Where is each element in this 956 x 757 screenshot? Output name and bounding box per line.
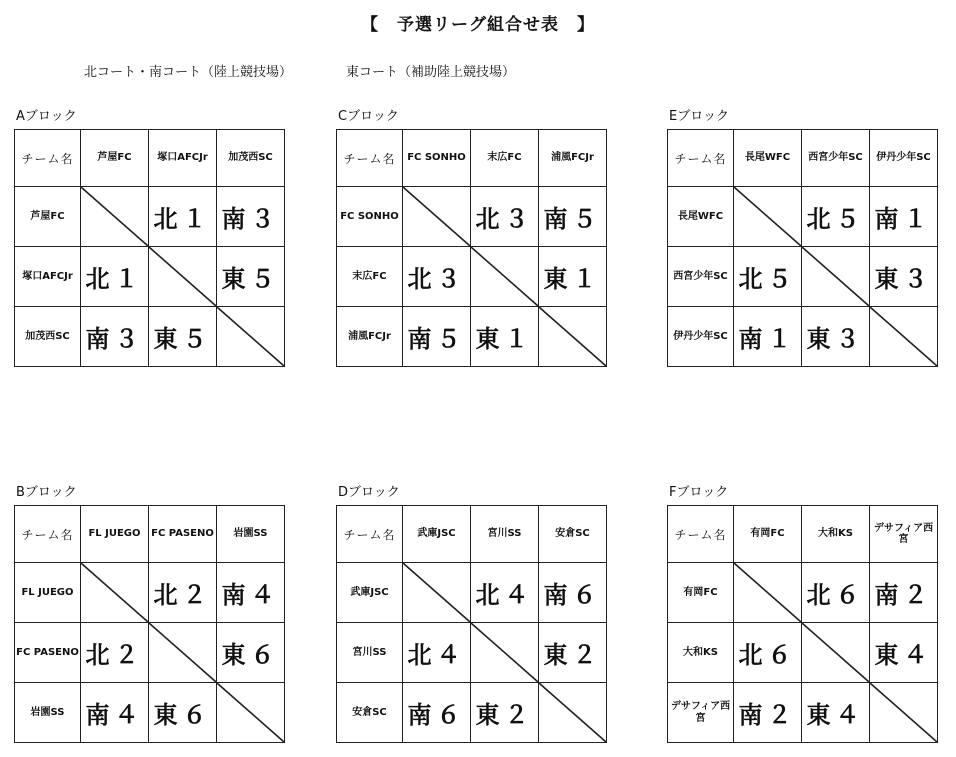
row-team-name: [15, 307, 81, 367]
block-label: Eブロック: [669, 109, 729, 124]
match-cell: 北４: [471, 563, 539, 623]
column-team-name: [403, 506, 471, 563]
row-team-label: 塚口AFCJr: [22, 270, 73, 282]
match-cell: 南４: [217, 563, 285, 623]
match-cell: 東３: [802, 307, 870, 367]
match-cell: 北２: [81, 623, 149, 683]
column-team-name: [149, 506, 217, 563]
diagonal-line: [870, 307, 937, 366]
column-team-label: 浦風FCJr: [551, 152, 594, 164]
match-cell: 東５: [217, 247, 285, 307]
diagonal-cell: [149, 247, 217, 307]
diagonal-line: [802, 623, 869, 682]
match-cell: 南５: [403, 307, 471, 367]
diagonal-line: [802, 247, 869, 306]
block-label: Fブロック: [669, 485, 729, 500]
diagonal-line: [539, 683, 606, 742]
diagonal-line: [217, 307, 284, 366]
table-row: [668, 683, 938, 743]
match-cell: 北２: [149, 563, 217, 623]
diagonal-cell: [802, 623, 870, 683]
diagonal-cell: [81, 563, 149, 623]
column-team-name: [217, 506, 285, 563]
column-team-name: [734, 506, 802, 563]
header-row: [15, 506, 285, 563]
diagonal-line: [149, 623, 216, 682]
match-cell: 北３: [403, 247, 471, 307]
venue-north-south: 北コート・南コート（陸上競技場）: [84, 65, 293, 80]
diagonal-line: [403, 563, 470, 622]
column-team-label: 岩園SS: [233, 528, 268, 540]
match-cell: 北６: [734, 623, 802, 683]
diagonal-line: [81, 563, 148, 622]
match-cell: 南２: [734, 683, 802, 743]
column-team-label: 末広FC: [487, 152, 522, 164]
venue-east: 東コート（補助陸上競技場）: [346, 65, 516, 80]
table-row: [668, 187, 938, 247]
row-team-label: 武庫JSC: [350, 586, 389, 598]
column-team-name: [471, 506, 539, 563]
diagonal-line: [539, 307, 606, 366]
diagonal-line: [149, 247, 216, 306]
league-table: [336, 129, 607, 367]
table-row: [668, 307, 938, 367]
match-cell: 北５: [802, 187, 870, 247]
column-team-name: [149, 130, 217, 187]
row-team-name: [15, 563, 81, 623]
diagonal-cell: [870, 307, 938, 367]
block-5: [667, 485, 938, 743]
column-team-label: 宮川SS: [487, 528, 522, 540]
diagonal-cell: [403, 563, 471, 623]
column-team-label: FL JUEGO: [88, 528, 141, 540]
table-row: [337, 307, 607, 367]
row-team-label: 伊丹少年SC: [673, 330, 728, 342]
match-cell: 北３: [471, 187, 539, 247]
column-team-label: 加茂西SC: [228, 152, 273, 164]
block-1: [336, 109, 607, 367]
block-3: [14, 485, 285, 743]
diagonal-cell: [471, 623, 539, 683]
header-row: [15, 130, 285, 187]
row-team-name: [668, 307, 734, 367]
block-label: Cブロック: [338, 109, 399, 124]
row-team-label: FC SONHO: [340, 210, 399, 222]
team-name-header: チーム名: [15, 130, 81, 187]
column-team-name: [471, 130, 539, 187]
match-cell: 北４: [403, 623, 471, 683]
header-row: [337, 130, 607, 187]
match-cell: 東６: [149, 683, 217, 743]
table-row: [668, 247, 938, 307]
block-4: [336, 485, 607, 743]
column-team-label: FC SONHO: [407, 152, 466, 164]
match-cell: 南５: [539, 187, 607, 247]
match-cell: 北１: [81, 247, 149, 307]
match-cell: 東１: [471, 307, 539, 367]
column-team-name: [217, 130, 285, 187]
diagonal-line: [734, 187, 801, 246]
row-team-name: [668, 683, 734, 743]
match-cell: 東５: [149, 307, 217, 367]
block-2: [667, 109, 938, 367]
row-team-label: 浦風FCJr: [348, 330, 391, 342]
diagonal-cell: [149, 623, 217, 683]
diagonal-line: [471, 247, 538, 306]
row-team-label: 芦屋FC: [30, 210, 65, 222]
page-title: 【 予選リーグ組合せ表 】: [361, 15, 595, 35]
diagonal-cell: [734, 187, 802, 247]
row-team-label: 末広FC: [352, 270, 387, 282]
diagonal-cell: [734, 563, 802, 623]
row-team-name: [668, 247, 734, 307]
row-team-label: FL JUEGO: [21, 586, 74, 598]
row-team-name: [337, 563, 403, 623]
table-row: [668, 563, 938, 623]
row-team-label: 大和KS: [683, 646, 718, 658]
table-row: [15, 247, 285, 307]
row-team-name: [337, 307, 403, 367]
team-name-header: チーム名: [337, 130, 403, 187]
column-team-name: [870, 130, 938, 187]
diagonal-cell: [403, 187, 471, 247]
table-row: [668, 623, 938, 683]
team-name-header: チーム名: [668, 506, 734, 563]
block-label: Bブロック: [16, 485, 77, 500]
diagonal-line: [870, 683, 937, 742]
table-row: [15, 623, 285, 683]
row-team-name: [668, 563, 734, 623]
column-team-label: デサフィア西宮: [873, 522, 934, 545]
column-team-label: 塚口AFCJr: [157, 152, 208, 164]
diagonal-cell: [217, 307, 285, 367]
column-team-name: [539, 506, 607, 563]
column-team-name: [802, 506, 870, 563]
column-team-label: 西宮少年SC: [808, 152, 863, 164]
row-team-name: [15, 187, 81, 247]
column-team-label: FC PASENO: [151, 528, 214, 540]
table-row: [15, 187, 285, 247]
row-team-label: 岩園SS: [30, 706, 65, 718]
column-team-name: [403, 130, 471, 187]
row-team-label: 加茂西SC: [25, 330, 70, 342]
row-team-name: [668, 623, 734, 683]
match-cell: 南３: [217, 187, 285, 247]
block-label: Dブロック: [338, 485, 400, 500]
diagonal-cell: [217, 683, 285, 743]
column-team-name: [81, 506, 149, 563]
match-cell: 東４: [802, 683, 870, 743]
table-row: [337, 683, 607, 743]
header-row: [337, 506, 607, 563]
diagonal-cell: [81, 187, 149, 247]
row-team-name: [337, 683, 403, 743]
row-team-label: 長尾WFC: [677, 210, 724, 222]
column-team-label: 芦屋FC: [97, 152, 132, 164]
match-cell: 北５: [734, 247, 802, 307]
row-team-name: [15, 683, 81, 743]
diagonal-cell: [539, 683, 607, 743]
league-table: [14, 129, 285, 367]
column-team-name: [81, 130, 149, 187]
diagonal-cell: [802, 247, 870, 307]
diagonal-line: [403, 187, 470, 246]
column-team-name: [870, 506, 938, 563]
row-team-label: 有岡FC: [683, 586, 718, 598]
league-table: [667, 505, 938, 743]
diagonal-cell: [870, 683, 938, 743]
league-table: [14, 505, 285, 743]
diagonal-line: [217, 683, 284, 742]
diagonal-line: [734, 563, 801, 622]
table-row: [15, 563, 285, 623]
column-team-label: 伊丹少年SC: [876, 152, 931, 164]
match-cell: 東４: [870, 623, 938, 683]
league-table: [336, 505, 607, 743]
column-team-label: 有岡FC: [750, 528, 785, 540]
row-team-name: [668, 187, 734, 247]
column-team-name: [802, 130, 870, 187]
column-team-label: 武庫JSC: [417, 528, 456, 540]
column-team-name: [734, 130, 802, 187]
match-cell: 南１: [734, 307, 802, 367]
block-0: [14, 109, 285, 367]
row-team-label: 安倉SC: [352, 706, 387, 718]
column-team-label: 長尾WFC: [744, 152, 791, 164]
diagonal-line: [81, 187, 148, 246]
row-team-name: [337, 247, 403, 307]
match-cell: 東６: [217, 623, 285, 683]
column-team-name: [539, 130, 607, 187]
match-cell: 東２: [539, 623, 607, 683]
row-team-label: 西宮少年SC: [673, 270, 728, 282]
team-name-header: チーム名: [337, 506, 403, 563]
table-row: [337, 623, 607, 683]
column-team-label: 安倉SC: [555, 528, 590, 540]
header-row: [668, 130, 938, 187]
match-cell: 南６: [539, 563, 607, 623]
league-table: [667, 129, 938, 367]
match-cell: 南４: [81, 683, 149, 743]
match-cell: 東１: [539, 247, 607, 307]
row-team-name: [15, 623, 81, 683]
column-team-label: 大和KS: [818, 528, 853, 540]
match-cell: 東３: [870, 247, 938, 307]
row-team-label: 宮川SS: [352, 646, 387, 658]
diagonal-line: [471, 623, 538, 682]
match-cell: 東２: [471, 683, 539, 743]
block-label: Aブロック: [16, 109, 77, 124]
table-row: [15, 683, 285, 743]
match-cell: 南６: [403, 683, 471, 743]
row-team-label: FC PASENO: [16, 646, 79, 658]
row-team-name: [337, 623, 403, 683]
table-row: [15, 307, 285, 367]
match-cell: 南２: [870, 563, 938, 623]
team-name-header: チーム名: [15, 506, 81, 563]
row-team-name: [15, 247, 81, 307]
team-name-header: チーム名: [668, 130, 734, 187]
table-row: [337, 563, 607, 623]
diagonal-cell: [539, 307, 607, 367]
row-team-name: [337, 187, 403, 247]
row-team-label: デサフィア西宮: [670, 701, 731, 724]
match-cell: 南３: [81, 307, 149, 367]
match-cell: 南１: [870, 187, 938, 247]
table-row: [337, 187, 607, 247]
diagonal-cell: [471, 247, 539, 307]
match-cell: 北１: [149, 187, 217, 247]
match-cell: 北６: [802, 563, 870, 623]
header-row: [668, 506, 938, 563]
table-row: [337, 247, 607, 307]
